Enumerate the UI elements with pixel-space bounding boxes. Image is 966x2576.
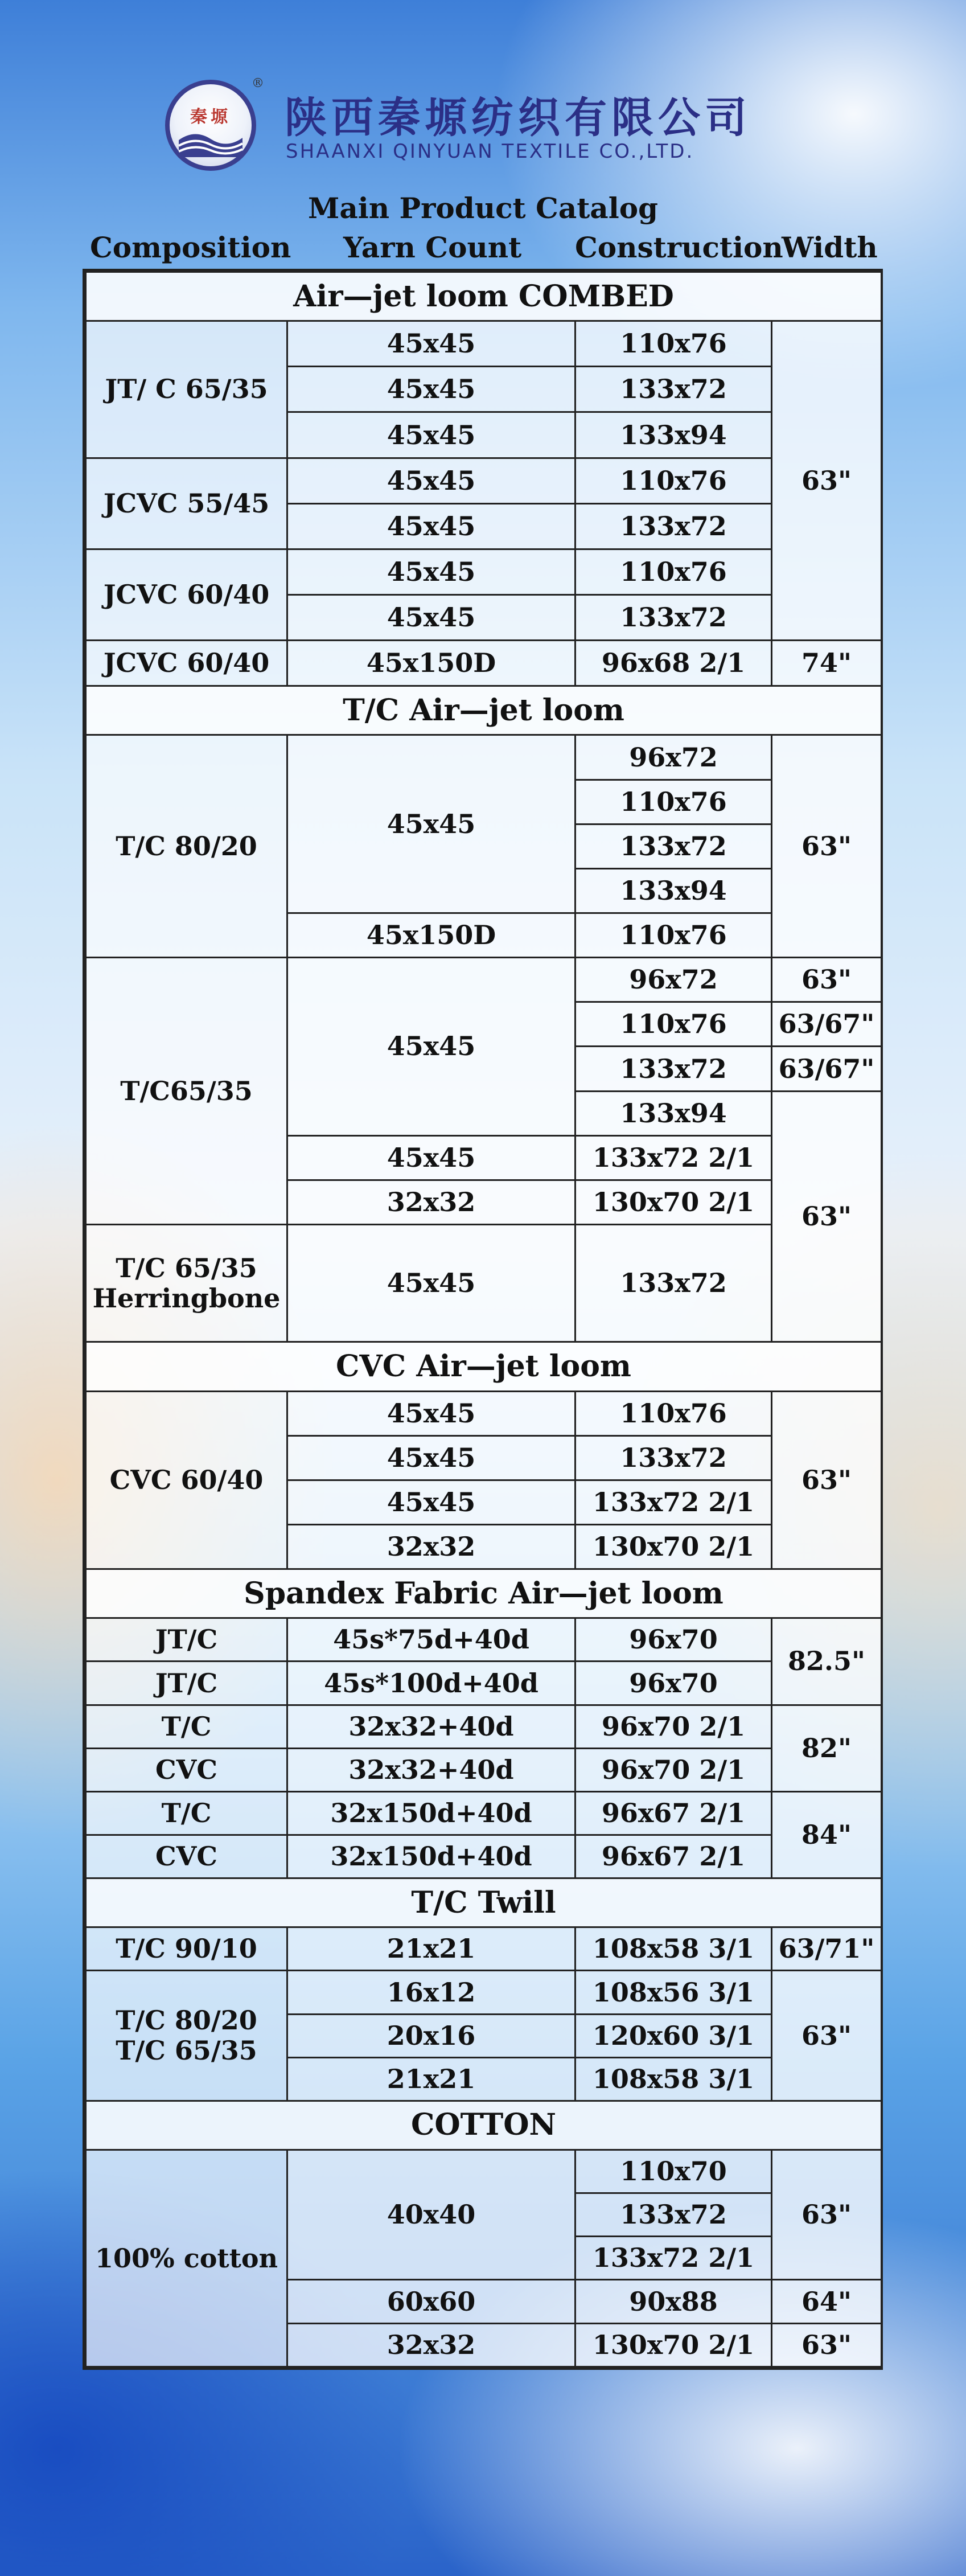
company-name-cn: 陕西秦塬纺织有限公司 [285,93,751,142]
construction-cell: 108x56 3/1 [576,1971,772,2014]
composition-cell: CVC 60/40 [86,1391,287,1569]
construction-cell: 110x76 [576,1391,772,1435]
composition-cell: T/C 90/10 [86,1927,287,1971]
yarn-count-cell: 45s*75d+40d [287,1618,576,1662]
yarn-count-cell: 45s*100d+40d [287,1662,576,1705]
width-cell: 63" [772,2150,882,2279]
column-header-yarn-count: Yarn Count [343,231,522,264]
yarn-count-cell: 20x16 [287,2014,576,2057]
construction-cell: 110x76 [576,321,772,367]
construction-cell: 96x70 [576,1662,772,1705]
yarn-count-cell: 45x45 [287,1135,576,1180]
construction-cell: 133x72 [576,2193,772,2237]
construction-cell: 133x72 2/1 [576,1135,772,1180]
yarn-count-cell: 45x45 [287,321,576,367]
construction-cell: 133x72 2/1 [576,1480,772,1524]
construction-cell: 96x70 2/1 [576,1705,772,1748]
section-header: Air—jet loom COMBED [86,272,882,321]
yarn-count-cell: 45x45 [287,503,576,549]
construction-cell: 96x70 2/1 [576,1748,772,1791]
company-logo [165,80,256,171]
product-catalog-table [83,269,883,2370]
yarn-count-cell: 45x45 [287,412,576,458]
construction-cell: 133x72 [576,1047,772,1091]
yarn-count-cell: 45x45 [287,595,576,641]
yarn-count-cell: 45x45 [287,367,576,412]
construction-cell: 133x72 [576,1224,772,1342]
composition-cell: T/C 80/20 T/C 65/35 [86,1971,287,2101]
yarn-count-cell: 45x150D [287,641,576,686]
width-cell: 82.5" [772,1618,882,1705]
width-cell: 74" [772,641,882,686]
column-header-composition: Composition [90,231,291,264]
construction-cell: 110x76 [576,1002,772,1047]
catalog-title: Main Product Catalog [307,191,659,225]
yarn-count-cell: 32x32 [287,1180,576,1224]
composition-cell: T/C65/35 [86,958,287,1225]
construction-cell: 133x72 [576,824,772,868]
yarn-count-cell: 45x45 [287,735,576,913]
construction-cell: 133x94 [576,412,772,458]
section-header: COTTON [86,2101,882,2150]
construction-cell: 110x76 [576,780,772,824]
construction-cell: 96x72 [576,958,772,1002]
yarn-count-cell: 32x150d+40d [287,1835,576,1878]
composition-cell: T/C [86,1791,287,1835]
logo-waves-icon [179,129,242,157]
width-cell: 63/67" [772,1002,882,1047]
yarn-count-cell: 45x45 [287,958,576,1136]
construction-cell: 96x67 2/1 [576,1791,772,1835]
company-name-en: SHAANXI QINYUAN TEXTILE CO.,LTD. [286,140,694,163]
yarn-count-cell: 32x32 [287,1524,576,1569]
width-cell: 63" [772,321,882,641]
composition-cell: CVC [86,1748,287,1791]
construction-cell: 108x58 3/1 [576,1927,772,1971]
construction-cell: 96x72 [576,735,772,780]
width-cell: 63" [772,1091,882,1342]
composition-cell: JT/C [86,1618,287,1662]
column-header-width: Width [782,231,878,264]
yarn-count-cell: 21x21 [287,2057,576,2101]
composition-cell: JT/C [86,1662,287,1705]
width-cell: 63" [772,1391,882,1569]
composition-cell: T/C [86,1705,287,1748]
composition-cell: JCVC 60/40 [86,549,287,640]
width-cell: 63/67" [772,1047,882,1091]
construction-cell: 133x72 2/1 [576,2237,772,2280]
construction-cell: 120x60 3/1 [576,2014,772,2057]
construction-cell: 96x68 2/1 [576,641,772,686]
width-cell: 63" [772,735,882,958]
yarn-count-cell: 45x45 [287,549,576,594]
yarn-count-cell: 45x45 [287,458,576,503]
composition-cell: CVC [86,1835,287,1878]
yarn-count-cell: 45x150D [287,913,576,958]
composition-cell: T/C 65/35 Herringbone [86,1224,287,1342]
company-header [165,76,820,171]
yarn-count-cell: 32x32 [287,2323,576,2366]
construction-cell: 130x70 2/1 [576,1524,772,1569]
yarn-count-cell: 45x45 [287,1435,576,1480]
construction-cell: 96x70 [576,1618,772,1662]
construction-cell: 110x76 [576,549,772,594]
composition-cell: JT/ C 65/35 [86,321,287,458]
composition-cell: 100% cotton [86,2150,287,2366]
construction-cell: 133x94 [576,868,772,913]
construction-cell: 133x72 [576,595,772,641]
yarn-count-cell: 16x12 [287,1971,576,2014]
composition-cell: JCVC 55/45 [86,458,287,549]
construction-cell: 96x67 2/1 [576,1835,772,1878]
construction-cell: 110x70 [576,2150,772,2193]
column-header-construction: Construction [575,231,783,264]
construction-cell: 108x58 3/1 [576,2057,772,2101]
registered-mark: ® [252,76,264,91]
section-header: Spandex Fabric Air—jet loom [86,1569,882,1618]
width-cell: 63" [772,1971,882,2101]
construction-cell: 133x72 [576,1435,772,1480]
width-cell: 63/71" [772,1927,882,1971]
yarn-count-cell: 60x60 [287,2280,576,2323]
width-cell: 63" [772,2323,882,2366]
width-cell: 64" [772,2280,882,2323]
width-cell: 63" [772,958,882,1002]
yarn-count-cell: 32x32+40d [287,1748,576,1791]
section-header: CVC Air—jet loom [86,1342,882,1391]
yarn-count-cell: 21x21 [287,1927,576,1971]
yarn-count-cell: 40x40 [287,2150,576,2279]
construction-cell: 110x76 [576,458,772,503]
construction-cell: 90x88 [576,2280,772,2323]
yarn-count-cell: 45x45 [287,1391,576,1435]
section-header: T/C Twill [86,1878,882,1927]
width-cell: 82" [772,1705,882,1791]
section-header: T/C Air—jet loom [86,686,882,735]
width-cell: 84" [772,1791,882,1878]
construction-cell: 133x72 [576,367,772,412]
composition-cell: T/C 80/20 [86,735,287,958]
construction-cell: 133x72 [576,503,772,549]
construction-cell: 130x70 2/1 [576,1180,772,1224]
yarn-count-cell: 45x45 [287,1480,576,1524]
construction-cell: 130x70 2/1 [576,2323,772,2366]
composition-cell: JCVC 60/40 [86,641,287,686]
logo-text: 秦塬 [190,107,231,127]
yarn-count-cell: 45x45 [287,1224,576,1342]
construction-cell: 133x94 [576,1091,772,1135]
yarn-count-cell: 32x150d+40d [287,1791,576,1835]
yarn-count-cell: 32x32+40d [287,1705,576,1748]
construction-cell: 110x76 [576,913,772,958]
